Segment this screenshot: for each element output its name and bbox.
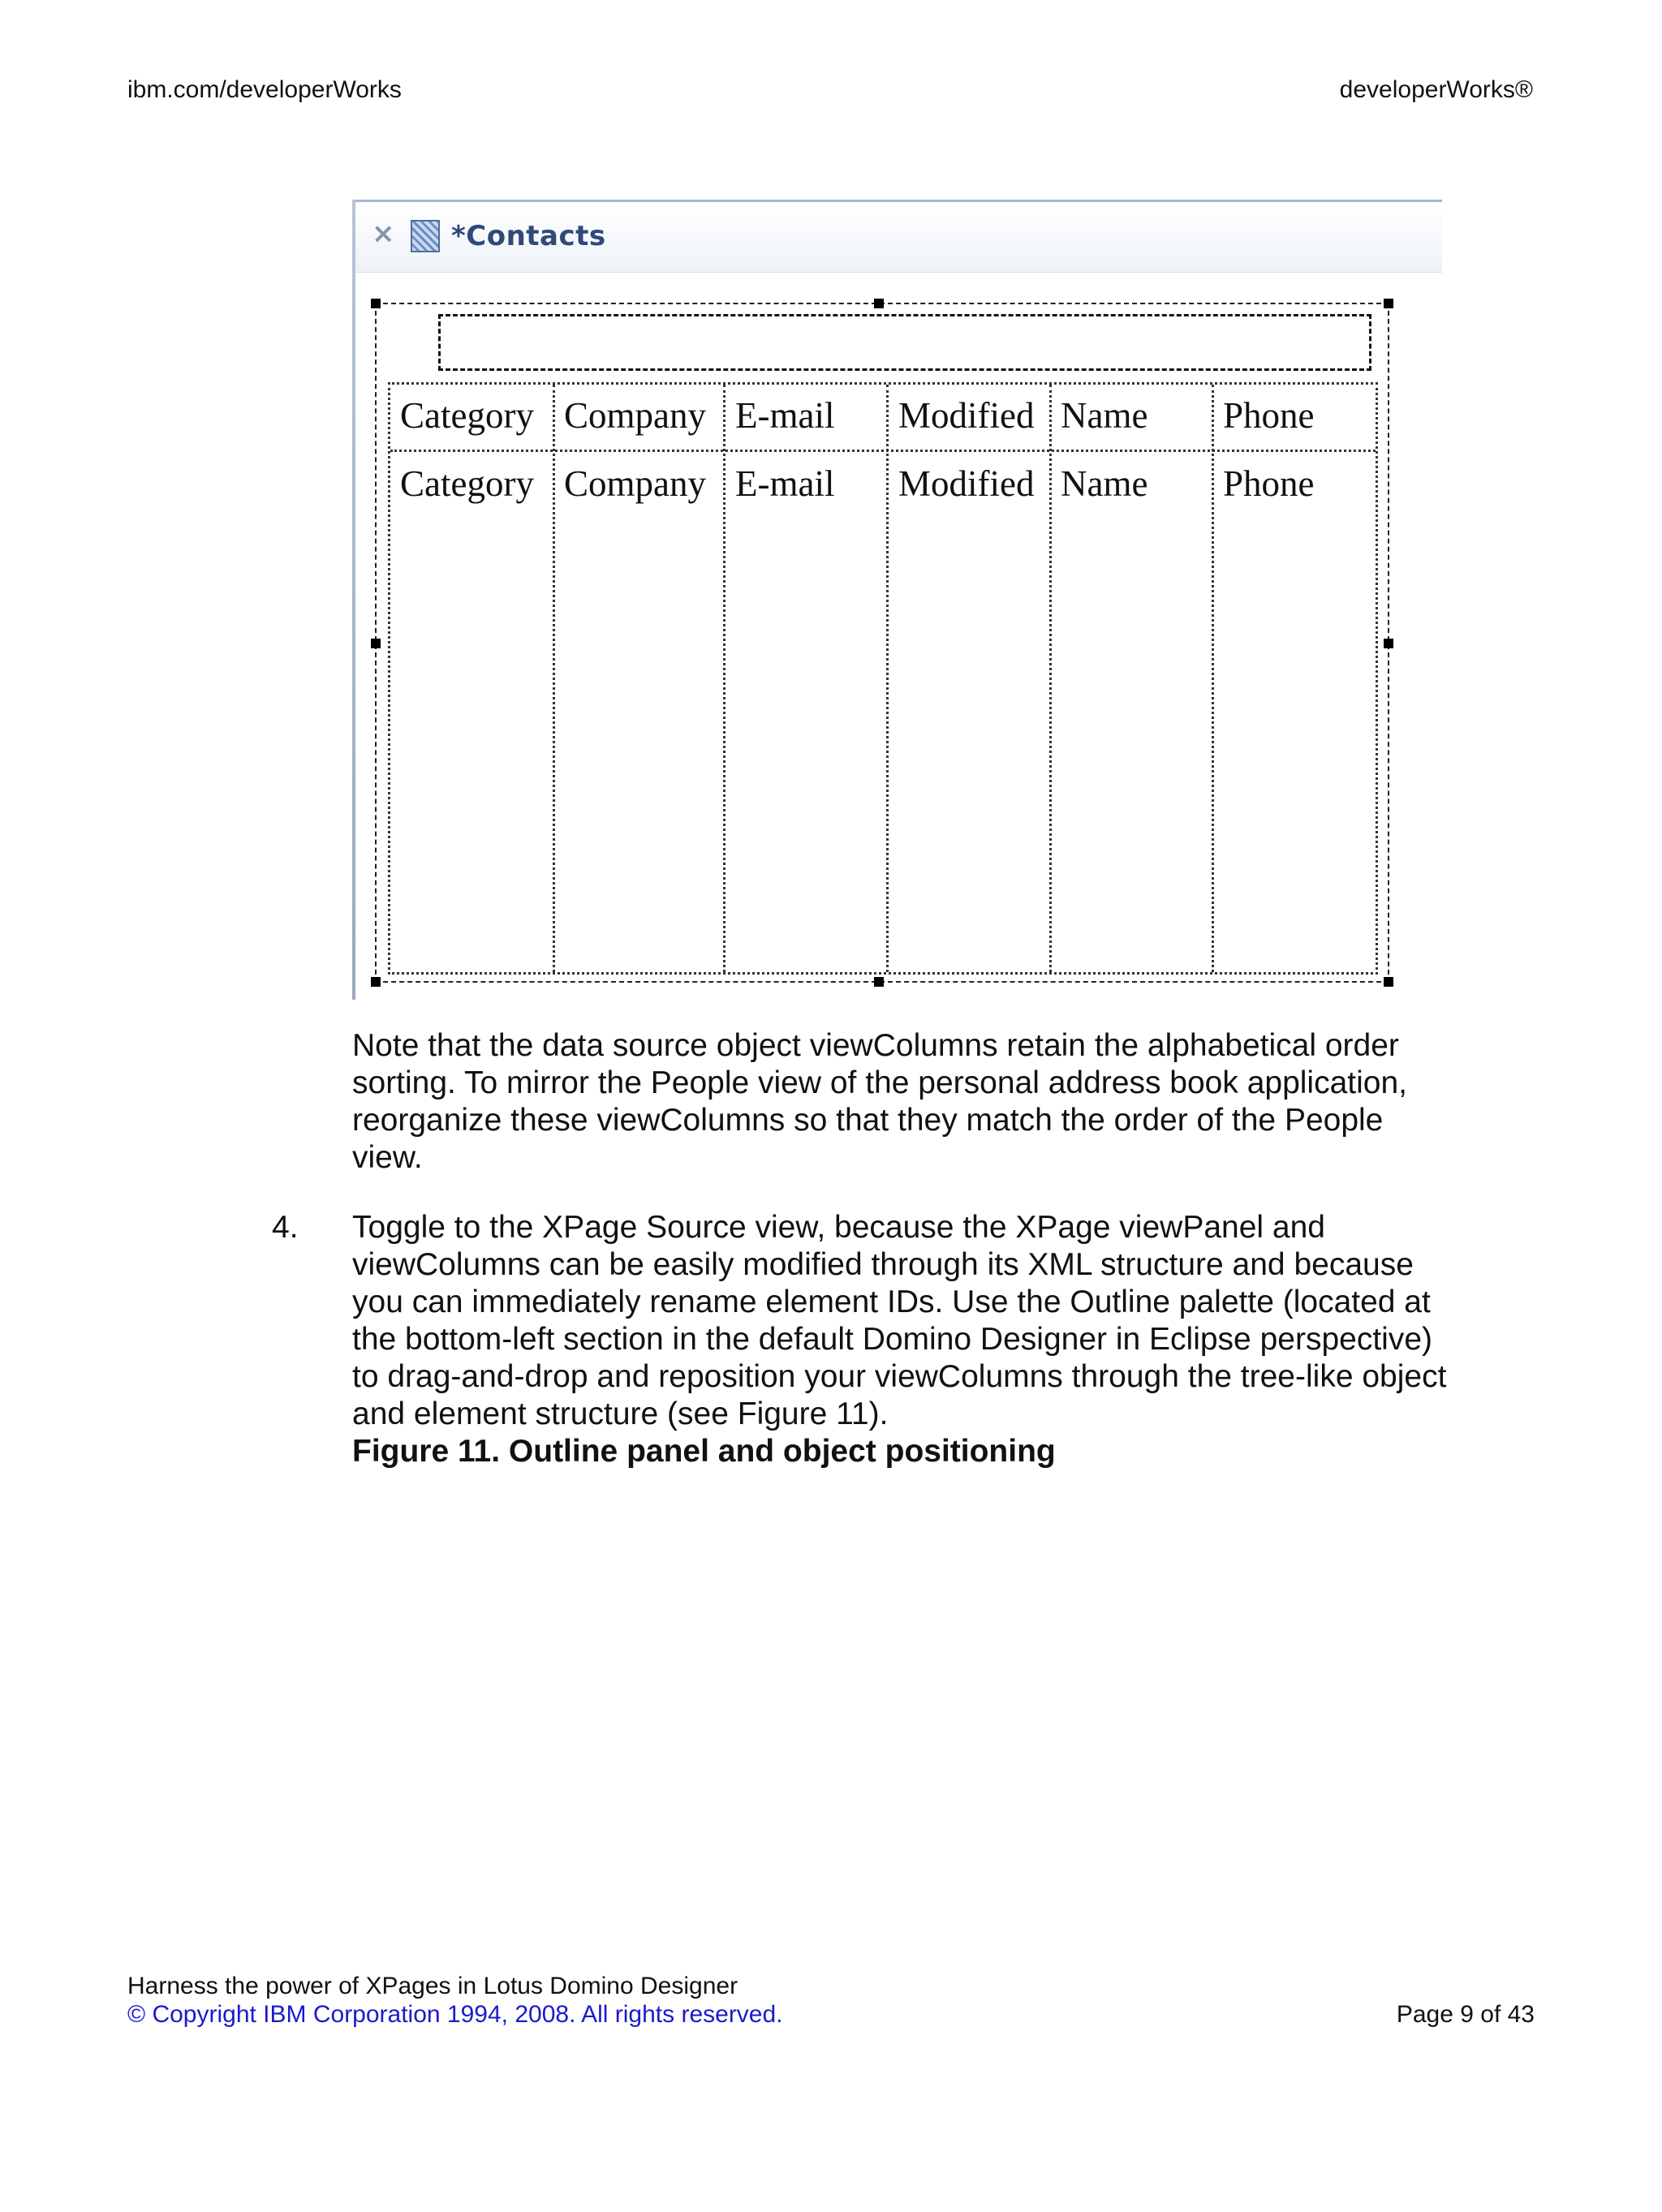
note-paragraph: Note that the data source object viewColumns retain the alphabetical order sorting. To mirror the People view of the personal address book application, reorganize these viewColumns so that they match the order of the People view. — [352, 1028, 1408, 1175]
column-header-name[interactable]: Name — [1061, 395, 1148, 436]
column-value-name[interactable]: Name — [1061, 463, 1148, 504]
column-header-company[interactable]: Company — [564, 395, 706, 436]
column-value-modified[interactable]: Modified — [898, 463, 1035, 504]
figure-caption: Figure 11. Outline panel and object positioning — [352, 1434, 1056, 1469]
column-divider — [1049, 385, 1052, 972]
step-paragraph: Toggle to the XPage Source view, because the XPage viewPanel and viewColumns can be easily modified through its XML structure and because you can immediately rename element IDs. Use the Outline palette (located at the bottom-left section in the default Domino Designer in Eclipse perspective) to drag-and-drop and reposition your viewColumns through the tree-like object and element structure (see Figure 11). — [352, 1210, 1447, 1431]
column-header-row — [390, 385, 1376, 452]
view-panel[interactable] — [375, 303, 1389, 983]
resize-handle-top[interactable] — [874, 299, 884, 308]
column-divider — [723, 385, 726, 972]
close-icon[interactable]: × — [372, 217, 395, 250]
header-site-url[interactable]: ibm.com/developerWorks — [127, 76, 402, 103]
editor-tab-bar — [355, 200, 1442, 273]
resize-handle-right[interactable] — [1384, 639, 1393, 648]
contacts-xpage-screenshot — [352, 200, 1442, 1000]
column-header-category[interactable]: Category — [400, 395, 534, 436]
footer-article-title: Harness the power of XPages in Lotus Domino Designer — [127, 1973, 738, 1999]
pager-placeholder[interactable] — [438, 314, 1371, 371]
column-value-company[interactable]: Company — [564, 463, 706, 504]
xpage-icon — [411, 220, 440, 252]
resize-handle-bottom[interactable] — [874, 977, 884, 987]
column-header-modified[interactable]: Modified — [898, 395, 1035, 436]
column-divider — [553, 385, 555, 972]
resize-handle-top-right[interactable] — [1384, 299, 1393, 308]
column-header-email[interactable]: E-mail — [735, 395, 835, 436]
column-value-phone[interactable]: Phone — [1223, 463, 1315, 504]
column-divider — [1212, 385, 1214, 972]
column-value-email[interactable]: E-mail — [735, 463, 835, 504]
footer-copyright-link[interactable]: © Copyright IBM Corporation 1994, 2008. All rights reserved. — [127, 2001, 783, 2028]
column-value-category[interactable]: Category — [400, 463, 534, 504]
column-divider — [886, 385, 889, 972]
resize-handle-left[interactable] — [371, 639, 381, 648]
footer-page-number: Page 9 of 43 — [1396, 2001, 1535, 2028]
tab-contacts[interactable]: *Contacts — [451, 220, 606, 252]
column-header-phone[interactable]: Phone — [1223, 395, 1315, 436]
resize-handle-bottom-left[interactable] — [371, 977, 381, 987]
resize-handle-top-left[interactable] — [371, 299, 381, 308]
view-columns-grid — [388, 382, 1378, 975]
resize-handle-bottom-right[interactable] — [1384, 977, 1393, 987]
editor-left-border — [352, 200, 355, 1000]
header-brand: developerWorks® — [1339, 76, 1533, 103]
step-number: 4. — [272, 1210, 299, 1245]
